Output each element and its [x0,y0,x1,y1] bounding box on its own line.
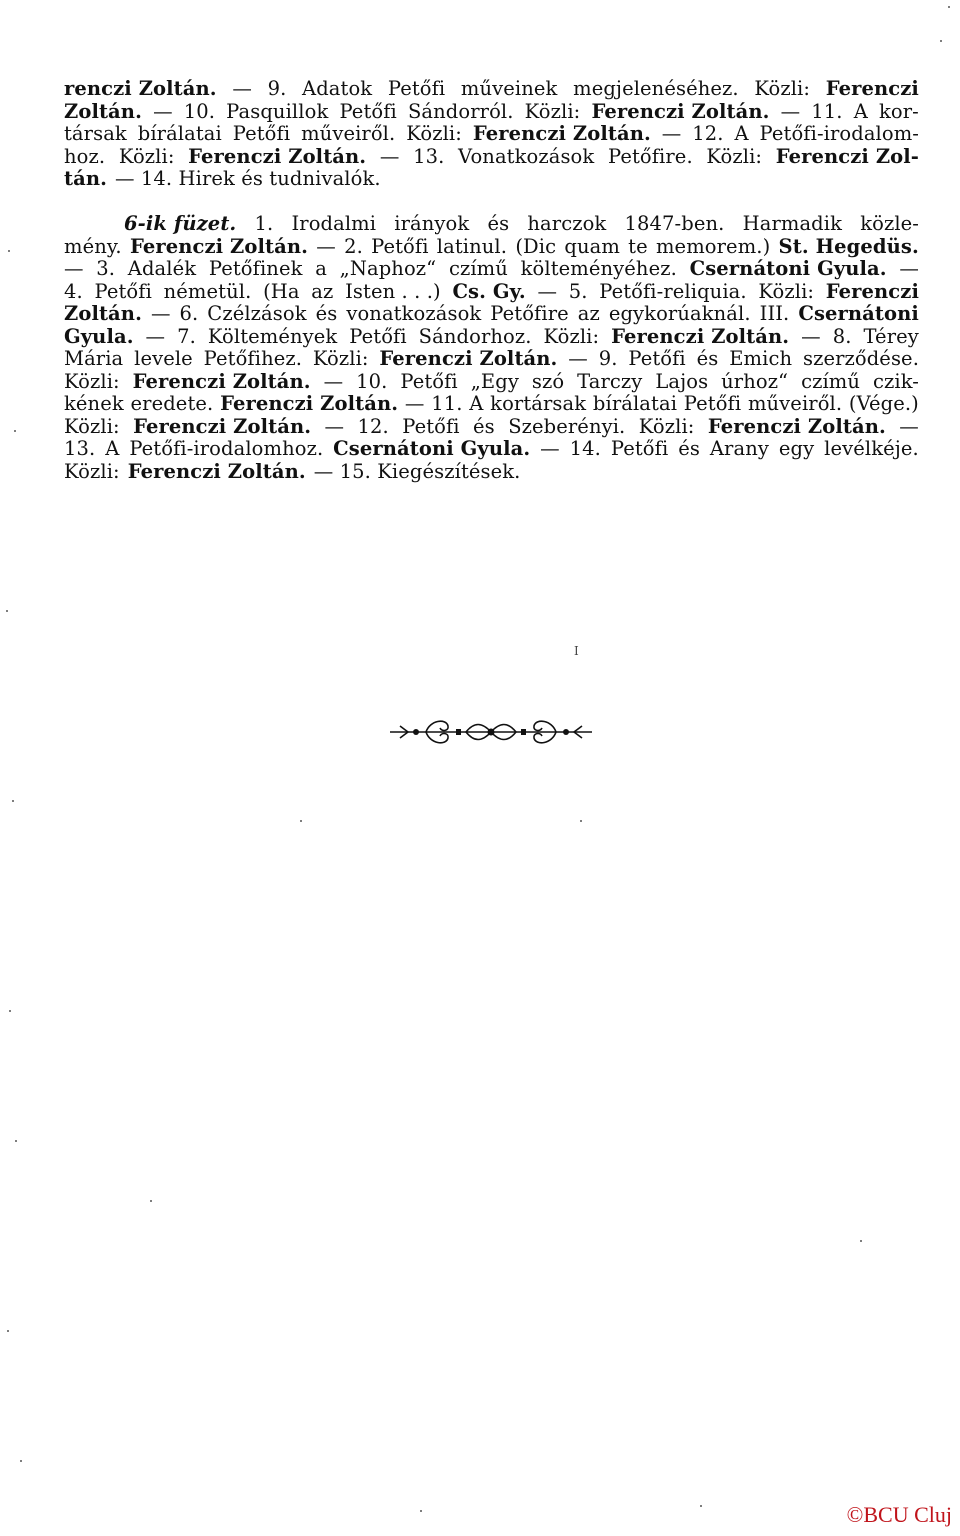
text-run: Petőfi [628,347,686,370]
text-run: Adalék [127,257,197,280]
text-line [64,438,919,461]
text-run: Emich [729,347,793,370]
speck [300,820,302,822]
text-run: Térey [863,324,919,348]
text-run: Ferenczi Zoltán. [188,144,367,168]
text-line [64,326,919,349]
text-run: — [232,77,252,100]
text-run: 12. [357,414,389,438]
text-run: műveiről. [747,392,843,415]
text-line [64,416,919,439]
text-run: társak [64,122,127,145]
text-run: Petőfi [387,77,446,100]
speck [580,820,582,822]
text-run: Petőfi [610,437,669,460]
text-run: 13. [64,437,96,460]
text-run: Petőfi-reliquia. [599,279,747,303]
text-run: — [153,99,173,123]
speck [6,610,8,612]
text-run: és [487,212,510,235]
text-run: Csernátoni Gyula. [333,437,531,460]
text-run: 11. [811,99,843,123]
text-run: Ferenczi Zoltán. [133,414,312,438]
text-line [64,101,919,124]
text-run: Ferenczi Zol- [775,144,919,168]
text-run: Ferenczi Zoltán. [379,347,558,370]
text-run: memorem.) [655,234,771,258]
text-line [64,303,919,326]
text-run: Petőfinek [208,257,303,280]
text-block-1 [64,78,919,191]
text-run: bírálatai [137,122,222,145]
text-run: az [577,302,600,325]
text-run: — [379,144,400,168]
speck [9,1010,11,1012]
text-run: Petőfi [349,324,407,348]
text-run: A [853,99,868,123]
text-run: (Dic [515,234,557,258]
text-run: 3. [96,257,116,280]
text-run: Petőfi [232,122,291,145]
text-run: A [105,437,120,460]
speck [700,1505,702,1507]
text-run: Sándorhoz. [418,324,532,348]
text-run: levele [134,347,193,370]
text-run: kortársak [490,392,587,415]
text-run: 12. [692,122,724,145]
text-run: Ferenczi Zoltán. [611,324,790,348]
text-run: tán. [64,167,108,190]
text-run: Petőfi [339,99,397,123]
text-run: Közli: [64,459,120,483]
text-run: kor- [878,99,919,123]
text-run: egy [778,437,815,460]
text-run: — [145,324,166,348]
text-line [64,168,919,191]
text-run: szerződése. [802,347,919,370]
speck [948,6,950,8]
text-run: Ferenczi Zoltán. [472,122,651,145]
text-run: Petőfi [94,279,152,303]
text-run: Zoltán. [64,302,142,325]
speck [14,430,16,432]
text-run: czik- [872,369,919,393]
text-run: Sándorról. [407,99,514,123]
text-run: szó [531,369,565,393]
text-run: A [469,392,484,415]
text-run: „Naphoz“ [339,257,437,280]
text-run: vonatkozások [346,302,482,325]
text-run: költeményéhez. [520,257,677,280]
text-run: Ferenczi Zoltán. [129,234,308,258]
speck [860,1240,862,1242]
text-run: — 14. Hirek és tudnivalók. [115,167,381,190]
text-run: quam [564,234,620,258]
text-line [64,281,919,304]
text-run: mény. [64,234,122,258]
text-run: Petőfi [402,414,460,438]
text-run: Közli: [64,414,120,438]
text-run: Közli: [638,414,695,438]
text-run: hoz. [64,144,106,168]
text-run: Petőfi [371,234,429,258]
speck [150,1200,152,1202]
text-run: Petőfi-irodalomhoz. [129,437,324,460]
text-run: Csernátoni [798,302,919,325]
text-run: — [899,414,919,438]
text-run: közle- [860,212,919,235]
text-run: Ferenczi Zoltán. [707,414,886,438]
text-run: Czélzások [207,302,307,325]
text-run: eredete. [130,392,214,415]
text-run: — [323,369,344,393]
text-run: czímű [448,257,508,280]
text-run: — [404,392,425,415]
text-run: Ferenczi Zoltán. [220,392,399,415]
text-run: 10. [356,369,388,393]
speck [12,800,14,802]
text-run: — [899,257,919,280]
text-run: — [324,414,345,438]
text-run: Ferenczi [825,77,919,100]
text-line [64,461,919,484]
text-run: Tarczy [577,369,643,393]
text-run: Költemények [207,324,338,348]
text-line [64,146,919,169]
text-run: A [734,122,749,145]
text-run: Vonatkozások [458,144,595,168]
text-run: Csernátoni Gyula. [689,257,887,280]
text-run: németül. [163,279,252,303]
text-run: Gyula. [64,324,134,348]
text-run: 6. [179,302,199,325]
text-run: Petőfi-irodalom- [759,122,919,145]
text-run: — [801,324,821,348]
text-run: Közli: [64,369,120,393]
text-run: Ferenczi Zoltán. [591,99,770,123]
text-run: 1847-ben. [624,212,725,235]
text-run: kének [64,392,124,415]
text-run: műveinek [460,77,558,100]
text-run: Ferenczi Zoltán. [127,459,306,483]
text-run: Közli: [118,144,175,168]
text-run: 14. [569,437,601,460]
text-run: megjelenéséhez. [573,77,739,100]
text-run: műveiről. [301,122,396,145]
text-run: 1. [254,212,274,235]
text-line [64,371,919,394]
text-run: „Egy [470,369,519,393]
text-run: czímű [801,369,861,393]
speck [7,1330,9,1332]
text-run: — [780,99,801,123]
speck [940,40,942,42]
speck [20,1460,22,1462]
text-run: 13. [413,144,445,168]
text-block-2 [64,213,919,483]
text-run: 11. [431,392,463,415]
text-run: (Ha [263,279,300,303]
text-run: Ferenczi [825,279,919,303]
text-line [64,236,919,259]
text-run: bírálatai [592,392,678,415]
text-run: Közli: [758,279,815,303]
text-run: az [311,279,334,303]
text-run: 9. [267,77,287,100]
text-run: Közli: [524,99,581,123]
text-run: 6-ik füzet. [124,212,237,235]
text-run: Szeberényi. [508,414,626,438]
text-run: Közli: [543,324,600,348]
text-line [64,258,919,281]
text-run: és [696,347,719,370]
text-run: Közli: [312,347,369,370]
text-run: és [678,437,700,460]
speck [420,1510,422,1512]
text-run: III. [759,302,790,325]
watermark: ©BCU Cluj [846,1502,952,1527]
text-run: 4. [64,279,83,303]
text-run: levélkéje. [824,437,919,460]
text-run: Petőfire. [607,144,693,168]
text-line [64,393,919,416]
text-run: irányok [394,212,470,235]
text-run: Pasquillok [226,99,329,123]
text-run: Petőfire [490,302,569,325]
text-run: Közli: [706,144,763,168]
text-run: 10. [183,99,216,123]
text-run: 9. [598,347,618,370]
text-run: — [661,122,682,145]
text-run: — [568,347,588,370]
speck [15,1140,17,1142]
text-run: Lajos [655,369,709,393]
text-run: Zoltán. [64,99,142,123]
text-run: 2. [344,234,363,258]
text-run: — [540,437,560,460]
text-run: Mária [64,347,124,370]
text-run: latinul. [436,234,508,258]
text-run: 8. [832,324,852,348]
text-run: a [315,257,327,280]
text-run: 5. [568,279,588,303]
text-line [64,348,919,371]
text-run: Közli: [754,77,811,100]
speck [8,250,10,252]
text-run: Petőfi [683,392,742,415]
text-run: Irodalmi [291,212,377,235]
text-run: Petőfihez. [203,347,303,370]
ornament-flourish-icon [386,712,596,752]
text-run: — 15. Kiegészítések. [313,459,521,483]
text-run: te [628,234,648,258]
text-run: harczok [527,212,607,235]
text-run: Isten . . .) [345,279,441,303]
text-run: Cs. Gy. [452,279,526,303]
text-line [64,123,919,146]
text-run: úrhoz“ [721,369,789,393]
text-run: Közli: [406,122,462,145]
page-mark: I [574,644,579,658]
text-run: 7. [177,324,196,348]
text-line [64,78,919,101]
text-run: St. Hegedüs. [778,234,919,258]
text-run: — [64,257,84,280]
text-run: — [150,302,171,325]
text-run: renczi Zoltán. [64,77,217,100]
text-line [64,213,919,236]
text-run: és [473,414,495,438]
text-run: Petőfi [400,369,458,393]
text-run: (Vége.) [848,392,919,415]
text-run: Adatok [302,77,373,100]
text-run: — [537,279,558,303]
text-run: egykorúaknál. [608,302,751,325]
text-run: Ferenczi Zoltán. [132,369,311,393]
text-run: — [316,234,336,258]
text-run: és [315,302,338,325]
text-run: Arany [709,437,769,460]
text-run: Harmadik [742,212,843,235]
